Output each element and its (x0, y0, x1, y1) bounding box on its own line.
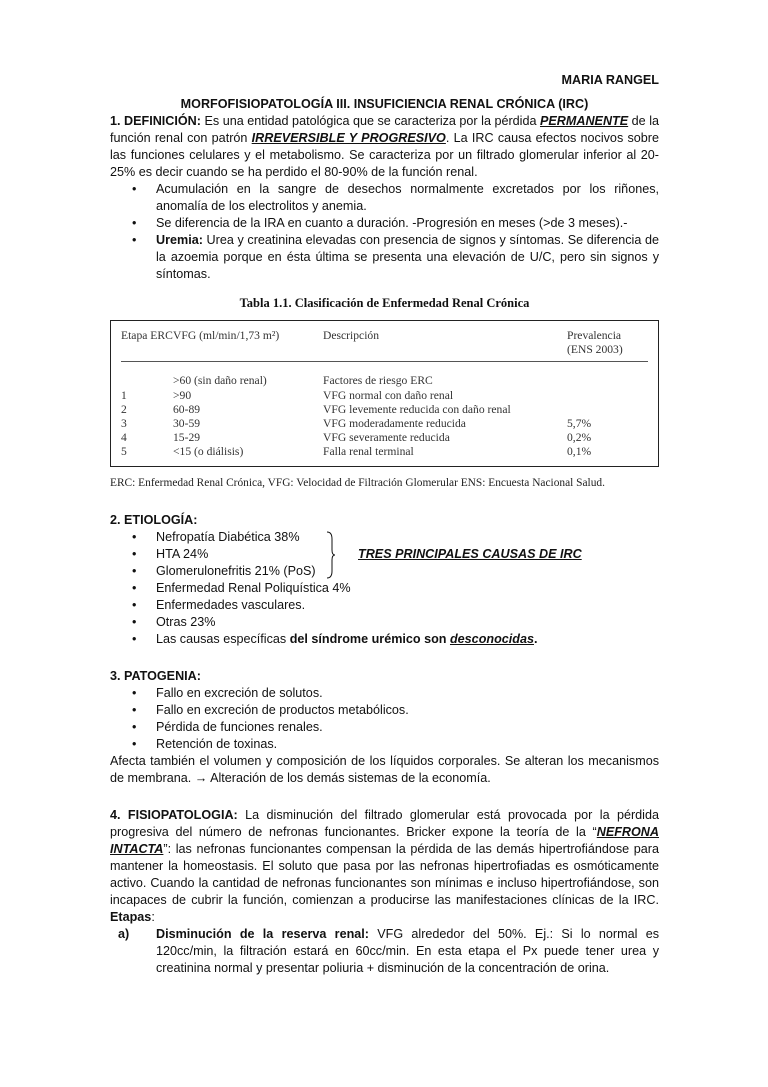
list-item: • Las causas específicas del síndrome urémico son desconocidas. (110, 631, 659, 648)
physiopathology-paragraph: 4. FISIOPATOLOGIA: La disminución del filtrado glomerular está provocada por la pérdida progresiva del número de nefronas funcionantes. Bricker expone la teoría de la “NEFRONA INTACTA”: las nefronas funcionantes compensan la pérdida de las demás hipertrofiándose para mantener la homeostasis. El soluto que pasa por las nefronas hipertrofiadas es osmóticamente activo. Cuando la cantidad de nefronas funcionantes son mínimas e incluso hipertrofiándose, son incapaces de cubrir la función, comienzan a producirse las manifestaciones clínicas de la IRC. Etapas: (110, 807, 659, 924)
physiopathology-heading: 4. FISIOPATOLOGIA: (110, 807, 238, 822)
table-row: 3 30-59 VFG moderadamente reducida 5,7% (121, 417, 592, 431)
list-item: • Se diferencia de la IRA en cuanto a duración. -Progresión en meses (>de 3 meses).- (110, 215, 659, 232)
table-header-cell: VFG (ml/min/1,73 m²) (173, 329, 280, 342)
list-item: • Acumulación en la sangre de desechos normalmente excretados por los riñones, anomalía de los electrolitos y anemia. (110, 181, 659, 215)
definition-heading: 1. DEFINICIÓN: (110, 114, 201, 128)
list-item: • Otras 23% (110, 614, 659, 631)
list-item: • Retención de toxinas. (110, 736, 659, 753)
pathogenesis-paragraph: Afecta también el volumen y composición de los líquidos corporales. Se alteran los mecanismos de membrana. → Alteración de los demás sistemas de la economía. (110, 753, 659, 785)
list-item: • Glomerulonefritis 21% (PoS) (110, 563, 659, 580)
permanente-emphasis: PERMANENTE (539, 114, 629, 128)
table-header-cell: Etapa ERC (121, 329, 173, 342)
table-header-cell: Prevalencia (ENS 2003) (567, 329, 623, 357)
list-item: • Pérdida de funciones renales. (110, 719, 659, 736)
table-row: 5 <15 (o diálisis) Falla renal terminal 0,1% (121, 445, 592, 459)
pathogenesis-list (110, 685, 659, 753)
arrow-icon: → (194, 770, 208, 785)
definition-paragraph: 1. DEFINICIÓN: Es una entidad patológica que se caracteriza por la pérdida PERMANENTE de la función renal con patrón IRREVERSIBLE Y PROGRESIVO. La IRC causa efectos nocivos sobre las funciones celulares y el metabolismo. Se caracteriza por un filtrado glomerular inferior al 20-25% es decir cuando se ha perdido el 80-90% de la función renal. (110, 114, 659, 179)
document-page (110, 72, 659, 977)
list-item: • Uremia: Urea y creatinina elevadas con presencia de signos y síntomas. Se diferencia de la azoemia porque en ésta última se presenta una elevación de U/C, pero sin signos y síntomas. (110, 232, 659, 283)
list-item: • Fallo en excreción de solutos. (110, 685, 659, 702)
list-item: • Nefropatía Diabética 38% (110, 529, 659, 546)
table-footnote: ERC: Enfermedad Renal Crónica, VFG: Velocidad de Filtración Glomerular ENS: Encuesta Nacional Salud. (110, 476, 605, 489)
table-row: 1 >90 VFG normal con daño renal (121, 388, 454, 402)
list-item: • Enfermedad Renal Poliquística 4% (110, 580, 659, 597)
table-title: Tabla 1.1. Clasificación de Enfermedad Renal Crónica (239, 296, 530, 310)
etiology-section (110, 529, 659, 648)
erc-classification-table (110, 320, 659, 467)
list-item: • HTA 24% (110, 546, 659, 563)
table-header-row (121, 329, 648, 362)
table-header-cell: Descripción (323, 329, 380, 342)
table-row: 2 60-89 VFG levemente reducida con daño renal (121, 402, 511, 416)
nefrona-intacta-emphasis: NEFRONA INTACTA (110, 824, 659, 856)
list-item: • Enfermedades vasculares. (110, 597, 659, 614)
pathogenesis-heading: 3. PATOGENIA: (110, 668, 201, 683)
irreversible-emphasis: IRREVERSIBLE Y PROGRESIVO (251, 131, 446, 145)
main-causes-label: TRES PRINCIPALES CAUSAS DE IRC (358, 546, 582, 561)
stage-a-item: a) Disminución de la reserva renal: VFG alrededor del 50%. Ej.: Si lo normal es 120cc/min, la filtración estará en 60cc/min. En esta etapa el Px puede tener urea y creatinina normal y presentar poliuria + disminución de la concentración de orina. (118, 926, 659, 975)
table-row: >60 (sin daño renal) Factores de riesgo ERC (173, 374, 433, 388)
list-item: • Fallo en excreción de productos metabólicos. (110, 702, 659, 719)
curly-brace-icon (326, 531, 336, 579)
table-row: 4 15-29 VFG severamente reducida 0,2% (121, 431, 592, 445)
definition-bullets (110, 181, 659, 283)
etiology-heading: 2. ETIOLOGÍA: (110, 512, 198, 527)
document-title: MORFOFISIOPATOLOGÍA III. INSUFICIENCIA RENAL CRÓNICA (IRC) (180, 97, 589, 111)
author-name: MARIA RANGEL (561, 73, 659, 87)
